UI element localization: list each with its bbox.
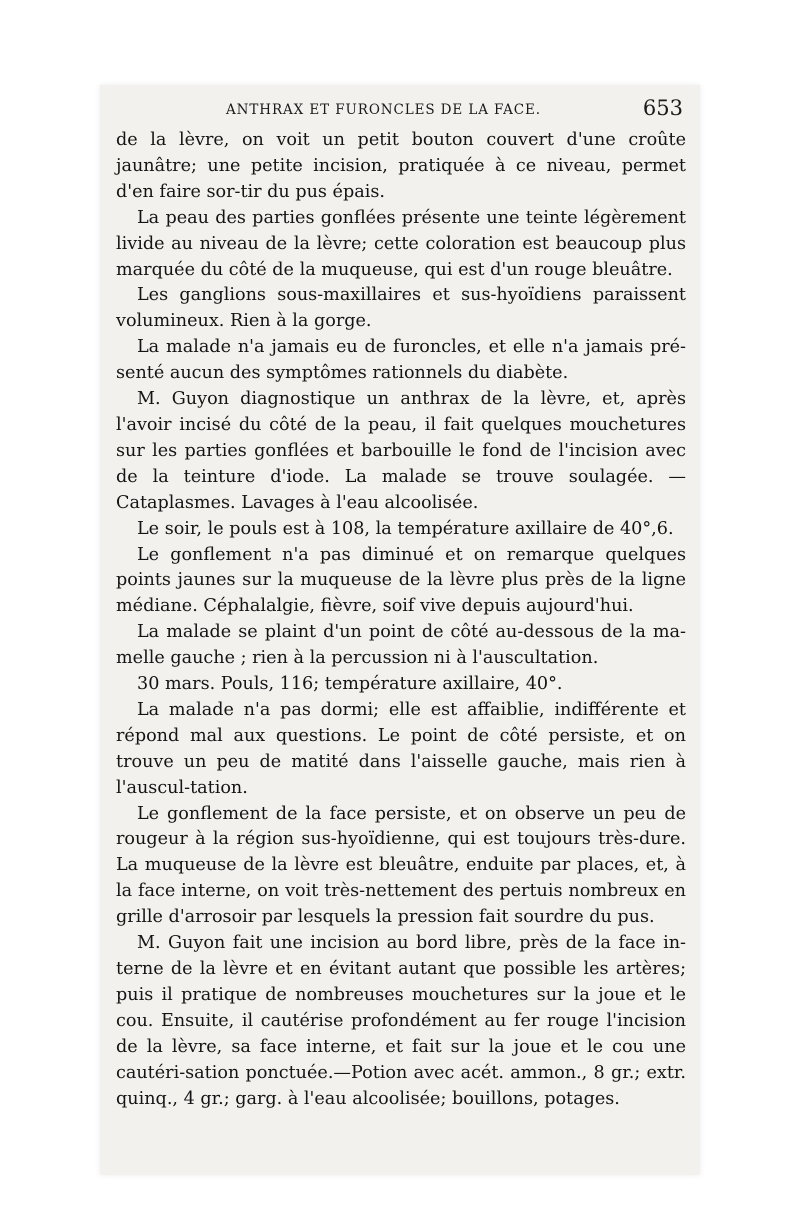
paragraph: La malade n'a pas dormi; elle est affaiblie, indifférente et répond mal aux questions. Le point de côté persiste, et on trouve un peu de matité dans l'aisselle gauche, mais rien à l'auscul-tation. [116, 699, 686, 798]
paragraph: Le gonflement de la face persiste, et on observe un peu de rougeur à la région sus-hyoïdienne, qui est toujours très-dure. La muqueuse de la lèvre est bleuâtre, enduite par places, et, à la face interne, on voit très-nettement des pertuis nombreux en grille d'arrosoir par lesquels la pression fait sourdre du pus. [116, 803, 686, 928]
page-number: 653 [642, 96, 683, 120]
paragraph: La peau des parties gonflées présente une teinte légèrement livide au niveau de la lèvre; cette coloration est beaucoup plus marquée du côté de la muqueuse, qui est d'un rouge bleuâtre. [116, 207, 686, 280]
paragraph: Le gonflement n'a pas diminué et on remarque quelques points jaunes sur la muqueuse de la lèvre plus près de la ligne médiane. Céphalalgie, fièvre, soif vive depuis aujourd'hui. [116, 544, 686, 617]
paragraph: M. Guyon fait une incision au bord libre, près de la face in-terne de la lèvre et en évitant autant que possible les artères; puis il pratique de nombreuses mouchetures sur la joue et le cou. Ensuite, il cautérise profondément au fer rouge l'incision de la lèvre, sa face interne, et fait sur la joue et le cou une cautéri-sation ponctuée.—Potion avec acét. ammon., 8 gr.; extr. quinq., 4 gr.; garg. à l'eau alcoolisée; bouillons, potages. [116, 933, 686, 1109]
paragraph: Le soir, le pouls est à 108, la température axillaire de 40°,6. [137, 518, 674, 539]
running-title: ANTHRAX ET FURONCLES DE LA FACE. [226, 102, 541, 118]
body-text [116, 128, 686, 1112]
page-header [118, 96, 683, 126]
paragraph: La malade se plaint d'un point de côté au-dessous de la ma-melle gauche ; rien à la percussion ni à l'auscultation. [116, 622, 686, 669]
paragraph: M. Guyon diagnostique un anthrax de la lèvre, et, après l'avoir incisé du côté de la peau, il fait quelques mouchetures sur les parties gonflées et barbouille le fond de l'incision avec de la teinture d'iode. La malade se trouve soulagée. — Cataplasmes. Lavages à l'eau alcoolisée. [116, 389, 686, 513]
paragraph: Les ganglions sous-maxillaires et sus-hyoïdiens paraissent volumineux. Rien à la gorge. [116, 285, 686, 332]
paragraph: 30 mars. Pouls, 116; température axillaire, 40°. [137, 674, 563, 695]
paragraph: La malade n'a jamais eu de furoncles, et elle n'a jamais pré-senté aucun des symptômes rationnels du diabète. [116, 337, 686, 384]
paragraph: de la lèvre, on voit un petit bouton couvert d'une croûte jaunâtre; une petite incision, pratiquée à ce niveau, permet d'en faire sor-tir du pus épais. [116, 130, 686, 202]
